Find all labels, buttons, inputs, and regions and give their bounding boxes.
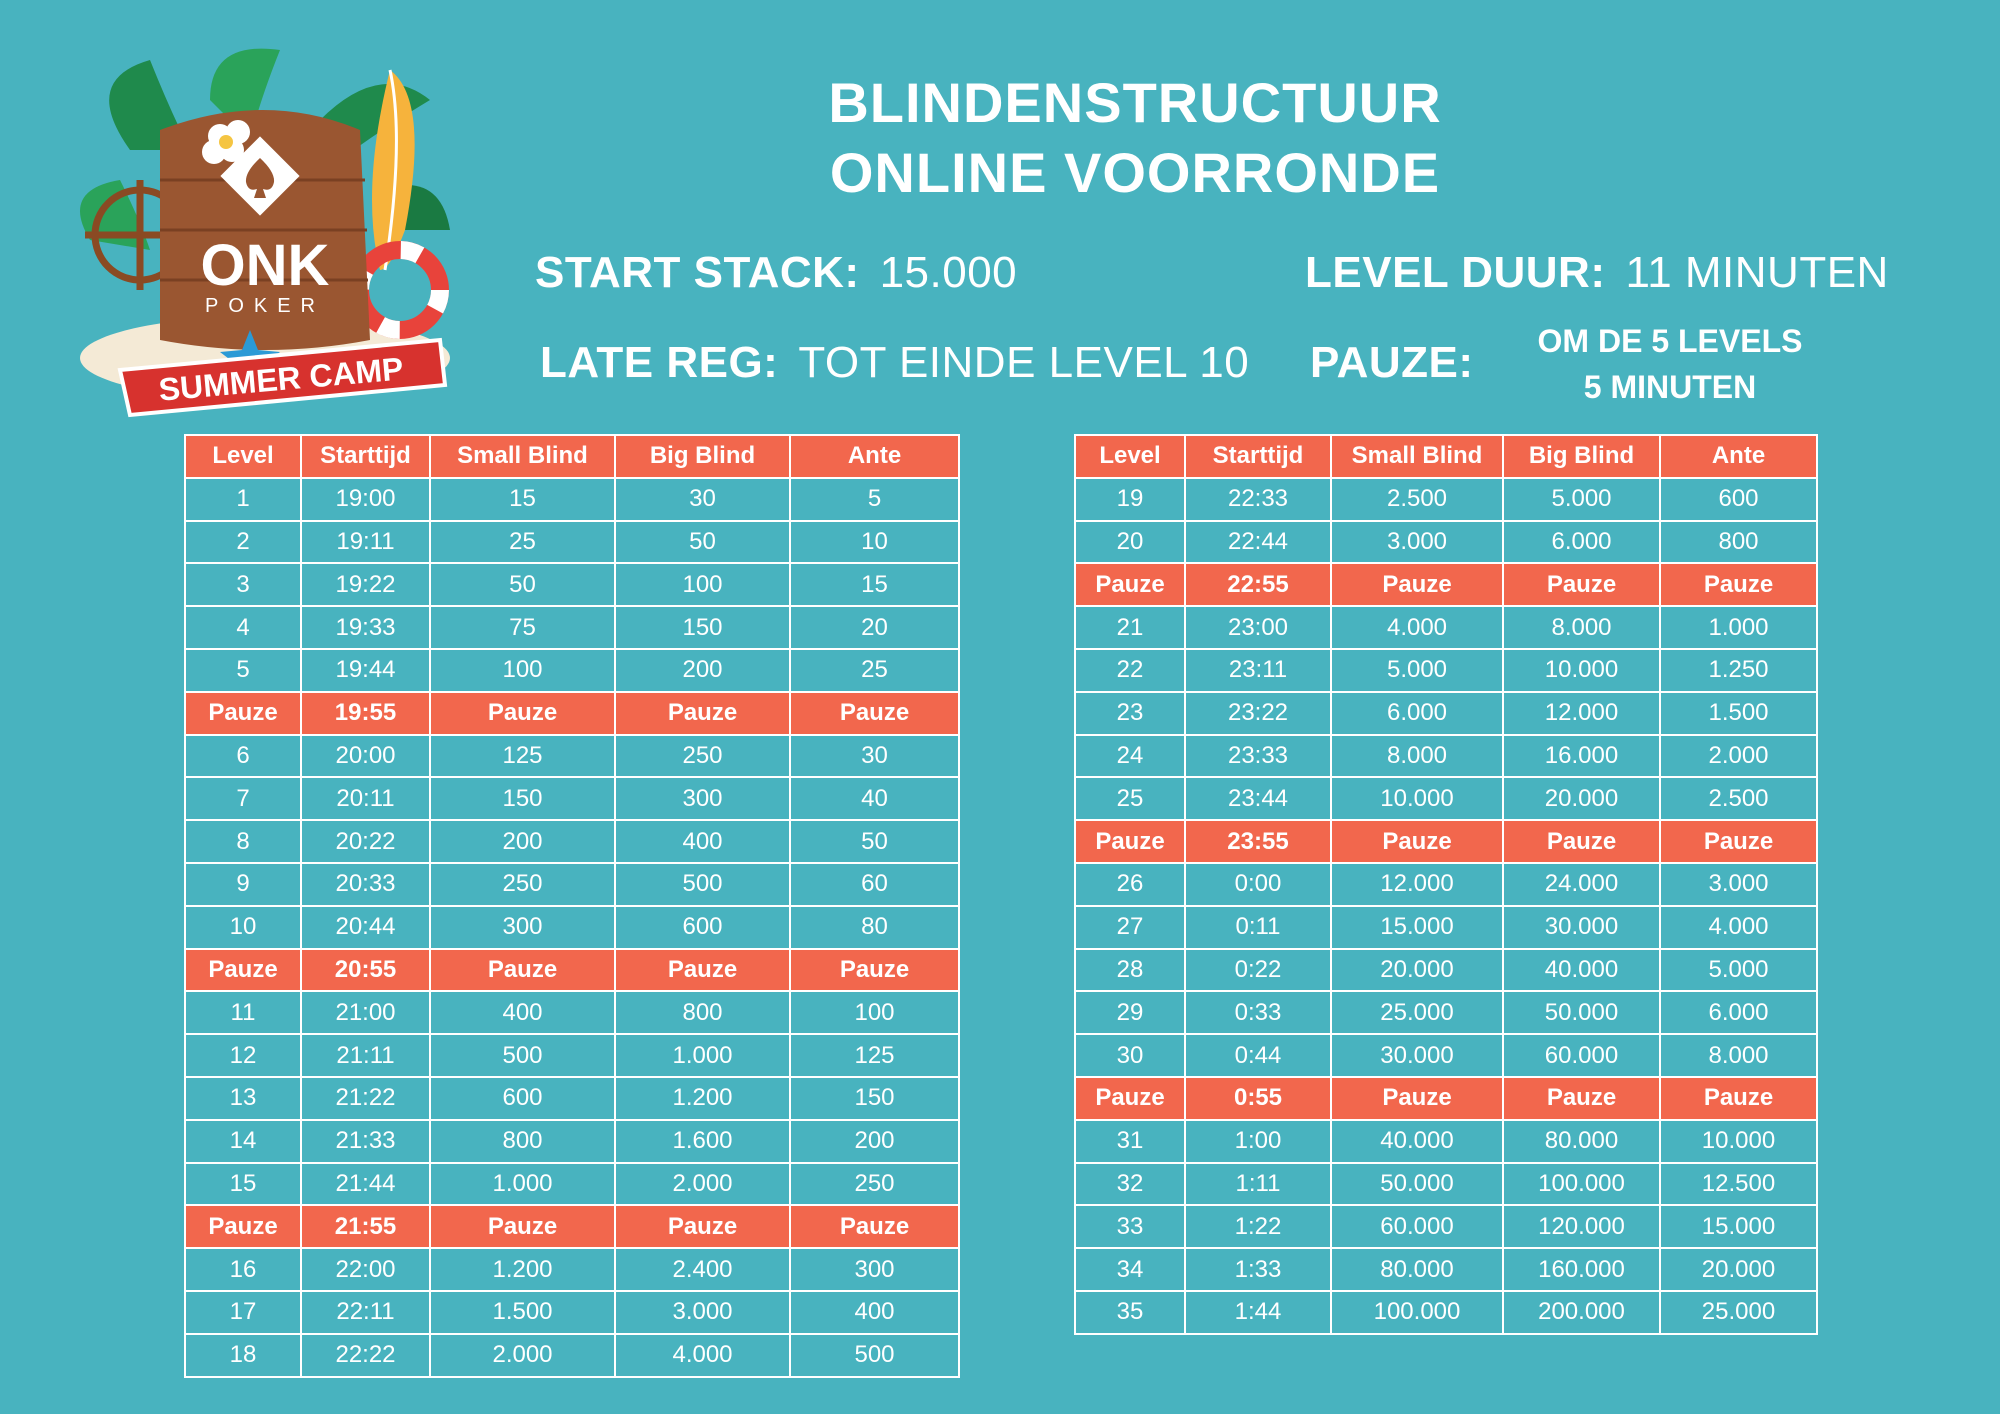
table-cell: 2 [185, 521, 301, 564]
level-row [185, 521, 959, 564]
table-cell: 160.000 [1503, 1248, 1660, 1291]
table-cell: 2.500 [1331, 478, 1503, 521]
level-row [1075, 1120, 1817, 1163]
table-cell: 21:33 [301, 1120, 430, 1163]
table-cell: 25.000 [1331, 991, 1503, 1034]
table-cell: 23:33 [1185, 735, 1331, 778]
table-cell: 1.000 [615, 1034, 790, 1077]
table-cell: 7 [185, 777, 301, 820]
table-cell: 19:44 [301, 649, 430, 692]
table-cell: 200 [790, 1120, 959, 1163]
table-cell: 19:11 [301, 521, 430, 564]
level-row [185, 906, 959, 949]
pauze-value-line1: OM DE 5 LEVELS [1537, 323, 1803, 359]
table-cell: 1 [185, 478, 301, 521]
table-cell: 2.400 [615, 1248, 790, 1291]
column-header: Big Blind [615, 435, 790, 478]
pause-row [1075, 563, 1817, 606]
table-cell: 21:44 [301, 1163, 430, 1206]
table-cell: 600 [615, 906, 790, 949]
table-cell: 0:00 [1185, 863, 1331, 906]
page-title-line1: BLINDENSTRUCTUUR [828, 71, 1442, 134]
table-cell: 6 [185, 735, 301, 778]
table-cell: 0:55 [1185, 1077, 1331, 1120]
level-row [185, 1120, 959, 1163]
column-header: Ante [1660, 435, 1817, 478]
logo-sub-text: POKER [204, 295, 326, 317]
logo-banner-text: SUMMER CAMP [157, 350, 405, 408]
start-stack-row [535, 248, 1017, 298]
column-header: Small Blind [1331, 435, 1503, 478]
table-cell: 5.000 [1660, 949, 1817, 992]
onk-poker-summer-camp-logo [60, 40, 470, 420]
table-cell: 20 [790, 606, 959, 649]
start-stack-label: START STACK: [535, 248, 860, 297]
table-cell: 100 [790, 991, 959, 1034]
table-cell: 33 [1075, 1205, 1185, 1248]
level-row [1075, 1291, 1817, 1334]
table-cell: Pauze [790, 692, 959, 735]
table-cell: 400 [790, 1291, 959, 1334]
table-cell: 8.000 [1331, 735, 1503, 778]
table-cell: 2.000 [1660, 735, 1817, 778]
table-cell: 150 [430, 777, 615, 820]
level-duur-value: 11 MINUTEN [1625, 248, 1889, 297]
table-cell: 5.000 [1331, 649, 1503, 692]
table-cell: 500 [615, 863, 790, 906]
table-cell: 10.000 [1660, 1120, 1817, 1163]
table-cell: Pauze [615, 1205, 790, 1248]
table-cell: 800 [1660, 521, 1817, 564]
level-row [1075, 1163, 1817, 1206]
table-cell: 2.000 [430, 1334, 615, 1377]
table-cell: 11 [185, 991, 301, 1034]
level-row [185, 820, 959, 863]
pause-row [1075, 1077, 1817, 1120]
table-cell: 12.000 [1503, 692, 1660, 735]
blind-table-left [184, 434, 960, 1378]
table-cell: 125 [430, 735, 615, 778]
pause-row [185, 949, 959, 992]
table-cell: 60.000 [1331, 1205, 1503, 1248]
table-cell: 80.000 [1331, 1248, 1503, 1291]
level-row [1075, 649, 1817, 692]
level-row [185, 1163, 959, 1206]
table-cell: Pauze [1331, 1077, 1503, 1120]
table-cell: Pauze [1075, 1077, 1185, 1120]
table-cell: 10 [185, 906, 301, 949]
level-row [1075, 863, 1817, 906]
level-row [185, 1334, 959, 1377]
table-cell: 15 [790, 563, 959, 606]
table-cell: 800 [430, 1120, 615, 1163]
table-cell: 0:22 [1185, 949, 1331, 992]
table-cell: 5 [185, 649, 301, 692]
table-cell: 22:55 [1185, 563, 1331, 606]
table-cell: 22:11 [301, 1291, 430, 1334]
table-cell: 500 [430, 1034, 615, 1077]
table-cell: 150 [615, 606, 790, 649]
table-cell: Pauze [790, 1205, 959, 1248]
table-cell: 100.000 [1503, 1163, 1660, 1206]
table-cell: 30.000 [1331, 1034, 1503, 1077]
table-cell: 19:00 [301, 478, 430, 521]
table-cell: Pauze [790, 949, 959, 992]
table-cell: 1:33 [1185, 1248, 1331, 1291]
table-cell: 400 [615, 820, 790, 863]
table-cell: 20:11 [301, 777, 430, 820]
late-reg-row [540, 338, 1249, 388]
table-cell: 23 [1075, 692, 1185, 735]
table-cell: 21:11 [301, 1034, 430, 1077]
level-row [1075, 692, 1817, 735]
table-cell: 10.000 [1503, 649, 1660, 692]
table-cell: Pauze [1331, 820, 1503, 863]
pauze-label: PAUZE: [1310, 338, 1474, 387]
table-cell: 100 [430, 649, 615, 692]
table-cell: Pauze [615, 692, 790, 735]
table-cell: 23:44 [1185, 777, 1331, 820]
page-title-line2: ONLINE VOORRONDE [829, 141, 1441, 204]
table-cell: Pauze [1660, 1077, 1817, 1120]
table-cell: 16 [185, 1248, 301, 1291]
table-cell: 23:22 [1185, 692, 1331, 735]
table-cell: 100.000 [1331, 1291, 1503, 1334]
level-row [185, 1077, 959, 1120]
table-cell: 20.000 [1331, 949, 1503, 992]
table-cell: 25.000 [1660, 1291, 1817, 1334]
table-cell: 150 [790, 1077, 959, 1120]
table-cell: Pauze [185, 1205, 301, 1248]
table-cell: 9 [185, 863, 301, 906]
table-cell: 20 [1075, 521, 1185, 564]
table-cell: 60.000 [1503, 1034, 1660, 1077]
table-cell: Pauze [430, 949, 615, 992]
table-cell: 1:00 [1185, 1120, 1331, 1163]
pauze-value [1500, 318, 1840, 410]
table-cell: 15 [185, 1163, 301, 1206]
table-cell: 300 [790, 1248, 959, 1291]
table-cell: Pauze [1331, 563, 1503, 606]
level-row [1075, 735, 1817, 778]
table-cell: 20:22 [301, 820, 430, 863]
table-cell: 300 [430, 906, 615, 949]
lifebuoy-icon [360, 250, 440, 330]
table-cell: 50.000 [1503, 991, 1660, 1034]
table-cell: 250 [790, 1163, 959, 1206]
table-cell: Pauze [1660, 563, 1817, 606]
table-cell: Pauze [1503, 1077, 1660, 1120]
table-cell: 75 [430, 606, 615, 649]
table-cell: 500 [790, 1334, 959, 1377]
table-cell: Pauze [430, 1205, 615, 1248]
table-cell: 20:00 [301, 735, 430, 778]
table-cell: 22:44 [1185, 521, 1331, 564]
table-cell: 6.000 [1660, 991, 1817, 1034]
table-cell: 15.000 [1660, 1205, 1817, 1248]
level-row [185, 1248, 959, 1291]
level-row [1075, 478, 1817, 521]
pause-row [185, 692, 959, 735]
pause-row [1075, 820, 1817, 863]
table-cell: 17 [185, 1291, 301, 1334]
table-cell: 200 [430, 820, 615, 863]
table-cell: 16.000 [1503, 735, 1660, 778]
level-row [1075, 521, 1817, 564]
table-cell: 200 [615, 649, 790, 692]
table-cell: 600 [430, 1077, 615, 1120]
table-cell: 1.000 [1660, 606, 1817, 649]
table-cell: 80 [790, 906, 959, 949]
level-row [185, 478, 959, 521]
column-header: Level [1075, 435, 1185, 478]
table-cell: 1:11 [1185, 1163, 1331, 1206]
column-header: Starttijd [1185, 435, 1331, 478]
late-reg-label: LATE REG: [540, 338, 779, 387]
table-cell: 50 [615, 521, 790, 564]
table-cell: 34 [1075, 1248, 1185, 1291]
column-header: Starttijd [301, 435, 430, 478]
level-row [1075, 1205, 1817, 1248]
table-cell: 50 [790, 820, 959, 863]
table-cell: 2.000 [615, 1163, 790, 1206]
table-cell: 20.000 [1503, 777, 1660, 820]
table-cell: 19:22 [301, 563, 430, 606]
table-cell: 2.500 [1660, 777, 1817, 820]
table-cell: 12.000 [1331, 863, 1503, 906]
table-cell: 5 [790, 478, 959, 521]
level-row [185, 991, 959, 1034]
table-cell: 22:33 [1185, 478, 1331, 521]
table-cell: 4.000 [615, 1334, 790, 1377]
table-cell: 0:11 [1185, 906, 1331, 949]
table-cell: 60 [790, 863, 959, 906]
table-cell: 19 [1075, 478, 1185, 521]
level-row [1075, 606, 1817, 649]
table-cell: 600 [1660, 478, 1817, 521]
table-cell: Pauze [185, 949, 301, 992]
table-header-row [1075, 435, 1817, 478]
table-cell: 22:22 [301, 1334, 430, 1377]
table-cell: 24 [1075, 735, 1185, 778]
table-cell: 35 [1075, 1291, 1185, 1334]
table-cell: 20:44 [301, 906, 430, 949]
level-row [185, 1034, 959, 1077]
table-cell: 800 [615, 991, 790, 1034]
table-cell: 23:11 [1185, 649, 1331, 692]
table-cell: 40.000 [1503, 949, 1660, 992]
table-cell: 1.250 [1660, 649, 1817, 692]
table-cell: 15 [430, 478, 615, 521]
table-cell: 13 [185, 1077, 301, 1120]
level-duur-label: LEVEL DUUR: [1305, 248, 1606, 297]
table-header-row [185, 435, 959, 478]
table-cell: Pauze [1503, 563, 1660, 606]
level-row [1075, 1248, 1817, 1291]
level-row [1075, 777, 1817, 820]
column-header: Level [185, 435, 301, 478]
table-cell: 250 [615, 735, 790, 778]
level-row [185, 563, 959, 606]
table-cell: 12 [185, 1034, 301, 1077]
level-row [185, 735, 959, 778]
level-row [1075, 906, 1817, 949]
pauze-row [1310, 338, 1474, 388]
table-cell: 20:33 [301, 863, 430, 906]
table-cell: 6.000 [1503, 521, 1660, 564]
table-cell: 24.000 [1503, 863, 1660, 906]
table-cell: 100 [615, 563, 790, 606]
table-cell: Pauze [1075, 563, 1185, 606]
column-header: Big Blind [1503, 435, 1660, 478]
table-cell: 50 [430, 563, 615, 606]
table-cell: 31 [1075, 1120, 1185, 1163]
table-cell: 21 [1075, 606, 1185, 649]
table-cell: 120.000 [1503, 1205, 1660, 1248]
table-cell: 6.000 [1331, 692, 1503, 735]
start-stack-value: 15.000 [879, 248, 1018, 297]
table-cell: 80.000 [1503, 1120, 1660, 1163]
table-cell: 15.000 [1331, 906, 1503, 949]
column-header: Small Blind [430, 435, 615, 478]
table-cell: 30 [615, 478, 790, 521]
table-cell: 23:55 [1185, 820, 1331, 863]
table-cell: 32 [1075, 1163, 1185, 1206]
table-cell: Pauze [185, 692, 301, 735]
table-cell: 3.000 [615, 1291, 790, 1334]
table-cell: 19:55 [301, 692, 430, 735]
table-cell: 22 [1075, 649, 1185, 692]
table-cell: 4.000 [1331, 606, 1503, 649]
table-cell: 1.000 [430, 1163, 615, 1206]
table-cell: 8.000 [1660, 1034, 1817, 1077]
table-cell: 8.000 [1503, 606, 1660, 649]
table-cell: 25 [790, 649, 959, 692]
table-cell: 1.200 [430, 1248, 615, 1291]
level-row [1075, 1034, 1817, 1077]
table-cell: 40 [790, 777, 959, 820]
table-cell: 1.200 [615, 1077, 790, 1120]
table-cell: 1.500 [1660, 692, 1817, 735]
table-cell: 3.000 [1660, 863, 1817, 906]
table-cell: Pauze [430, 692, 615, 735]
table-cell: 29 [1075, 991, 1185, 1034]
table-cell: 23:00 [1185, 606, 1331, 649]
table-cell: 26 [1075, 863, 1185, 906]
level-row [185, 863, 959, 906]
level-row [185, 777, 959, 820]
pauze-value-line2: 5 MINUTEN [1583, 369, 1757, 405]
table-cell: 125 [790, 1034, 959, 1077]
table-cell: 14 [185, 1120, 301, 1163]
table-cell: 19:33 [301, 606, 430, 649]
table-cell: 1:22 [1185, 1205, 1331, 1248]
table-cell: 250 [430, 863, 615, 906]
table-cell: Pauze [1075, 820, 1185, 863]
table-cell: 3 [185, 563, 301, 606]
table-cell: 1:44 [1185, 1291, 1331, 1334]
table-cell: 4 [185, 606, 301, 649]
table-cell: 3.000 [1331, 521, 1503, 564]
table-cell: 25 [430, 521, 615, 564]
table-cell: 400 [430, 991, 615, 1034]
table-cell: 21:22 [301, 1077, 430, 1120]
level-row [1075, 949, 1817, 992]
late-reg-value: TOT EINDE LEVEL 10 [798, 338, 1250, 387]
table-cell: 21:55 [301, 1205, 430, 1248]
table-cell: 22:00 [301, 1248, 430, 1291]
table-cell: 0:44 [1185, 1034, 1331, 1077]
table-cell: 12.500 [1660, 1163, 1817, 1206]
table-cell: 8 [185, 820, 301, 863]
table-cell: 4.000 [1660, 906, 1817, 949]
table-cell: 0:33 [1185, 991, 1331, 1034]
table-cell: 10 [790, 521, 959, 564]
level-row [1075, 991, 1817, 1034]
level-row [185, 1291, 959, 1334]
table-cell: 40.000 [1331, 1120, 1503, 1163]
table-cell: 27 [1075, 906, 1185, 949]
table-cell: 30 [1075, 1034, 1185, 1077]
level-row [185, 649, 959, 692]
logo-brand-text: ONK [200, 233, 330, 298]
table-cell: 25 [1075, 777, 1185, 820]
table-cell: 1.500 [430, 1291, 615, 1334]
level-row [185, 606, 959, 649]
table-cell: 300 [615, 777, 790, 820]
level-duur-row [1305, 248, 1889, 298]
table-cell: 200.000 [1503, 1291, 1660, 1334]
table-cell: Pauze [1660, 820, 1817, 863]
table-cell: 20.000 [1660, 1248, 1817, 1291]
table-cell: 28 [1075, 949, 1185, 992]
column-header: Ante [790, 435, 959, 478]
table-cell: Pauze [615, 949, 790, 992]
table-cell: 21:00 [301, 991, 430, 1034]
table-cell: 18 [185, 1334, 301, 1377]
table-cell: 50.000 [1331, 1163, 1503, 1206]
table-cell: 30.000 [1503, 906, 1660, 949]
table-cell: 20:55 [301, 949, 430, 992]
pause-row [185, 1205, 959, 1248]
table-cell: 1.600 [615, 1120, 790, 1163]
blind-table-right [1074, 434, 1818, 1335]
table-cell: 5.000 [1503, 478, 1660, 521]
table-cell: 30 [790, 735, 959, 778]
table-cell: Pauze [1503, 820, 1660, 863]
table-cell: 10.000 [1331, 777, 1503, 820]
